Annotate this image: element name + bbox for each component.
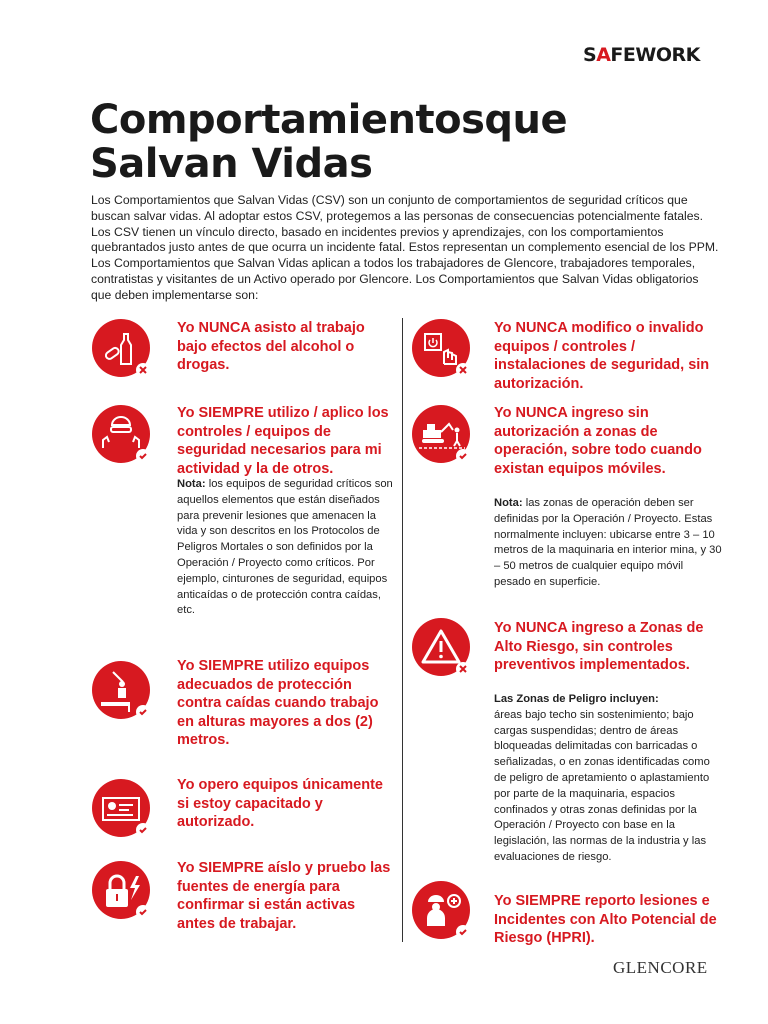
lock-energy-icon [91,860,153,922]
alcohol-drugs-icon [91,318,153,380]
page-title: Comportamientosque Salvan Vidas [90,97,568,187]
glencore-logo: GLENCORE [613,958,708,977]
note-operation-zones: Nota: las zonas de operación deben ser definidas por la Operación / Proyecto. Estas normalmente incluyen: ubicarse entre 3 – 10 metros de la maquinaria en interior mina, y 30 – 50 metros de cualquier equipo móvil pesado en superficie. [494,497,722,588]
behavior-fall-protection: Yo SIEMPRE utilizo equipos adecuados de protección contra caídas cuando trabajo en alturas mayores a dos (2) metros. [177,658,379,748]
behavior-report-incidents: Yo SIEMPRE reporto lesiones e Incidentes con Alto Potencial de Riesgo (HPRI). [494,893,717,946]
intro-paragraph-2: Los Comportamientos que Salvan Vidas aplican a todos los trabajadores de Glencore, trabajadores temporales, contratistas y visitantes de un Activo operado por Glencore. Los Comportamientos que Salvan Vidas obligatorios que deben implementarse son: [91,256,699,302]
behavior-operation-zones: Yo NUNCA ingreso sin autorización a zonas de operación, sobre todo cuando existan equipos móviles. [494,405,702,477]
behavior-trained-operation: Yo opero equipos únicamente si estoy capacitado y autorizado. [177,777,383,830]
behavior-ppe: Yo SIEMPRE utilizo / aplico los controles / equipos de seguridad necesarios para mi actividad y la de otros. [177,405,389,477]
note-ppe: Nota: los equipos de seguridad críticos son aquellos elementos que están diseñados para prevenir lesiones que amenacen la vida y son descritos en los Protocolos de Peligros Mortales o son definidos por la Operación / Proyecto como críticos. Por ejemplo, cinturones de seguridad, equipos anticaídas o de protección contra caídas, etc. [177,478,393,617]
switch-hand-icon [411,318,473,380]
injury-report-icon [411,880,473,942]
fall-protection-icon [91,660,153,722]
behavior-safety-override: Yo NUNCA modifico o invalido equipos / controles / instalaciones de seguridad, sin autorización. [494,320,710,392]
intro-text [91,193,721,304]
behavior-energy-isolation: Yo SIEMPRE aíslo y pruebo las fuentes de energía para confirmar si están activas antes de trabajar. [177,860,391,932]
safework-logo: SAFEWORK [583,44,700,66]
behavior-high-risk-zones: Yo NUNCA ingreso a Zonas de Alto Riesgo, sin controles preventivos implementados. [494,620,704,673]
warning-icon [411,617,473,679]
intro-paragraph-1: Los Comportamientos que Salvan Vidas (CSV) son un conjunto de comportamientos de seguridad críticos que buscan salvar vidas. Al adoptar estos CSV, protegemos a las personas de consecuencias potencialmente fatales. Los CSV tienen un vínculo directo, basado en incidentes previos y aprendizajes, con los comportamientos quebrantados justo antes de que ocurra un incidente fatal. Estos representan un complemento esencial de los PPM. [91,193,719,255]
behavior-alcohol: Yo NUNCA asisto al trabajo bajo efectos del alcohol o drogas. [177,320,365,373]
mobile-equipment-icon [411,404,473,466]
certificate-icon [91,778,153,840]
note-danger-zones: Las Zonas de Peligro incluyen: áreas bajo techo sin sostenimiento; bajo cargas suspendidas; dentro de áreas bloqueadas delimitadas con barricadas o señalizadas, o en zonas identificadas como de peligro de apretamiento o aplastamiento por parte de la maquinaria, espacios confinados y otras zonas definidas por la Operación / Proyecto con base en la legislación, las normas de la industria y las evaluaciones de riesgo. [494,693,710,863]
column-divider [402,318,403,942]
ppe-icon [91,404,153,466]
